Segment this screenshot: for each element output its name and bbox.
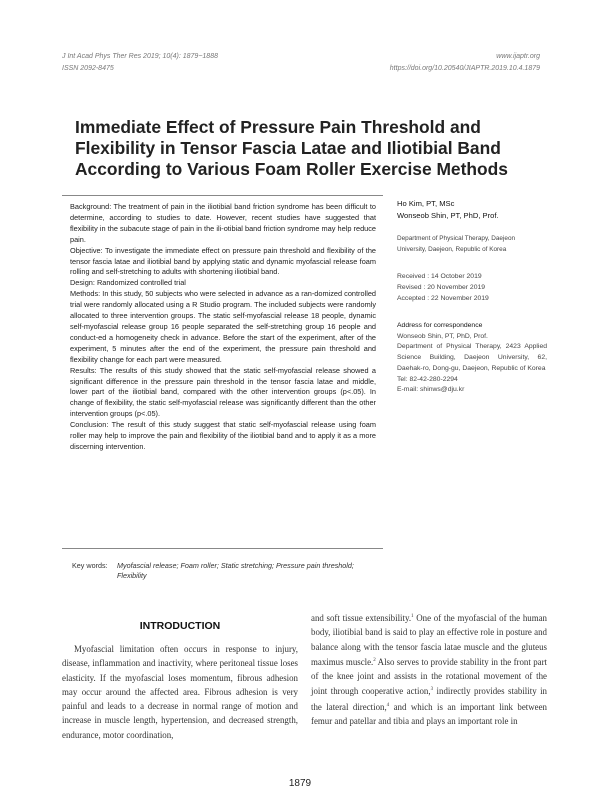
article-dates	[397, 271, 547, 305]
page-number: 1879	[288, 778, 312, 789]
correspondence-tel: Tel: 82-42-280-2294	[397, 375, 458, 383]
citation-4[interactable]: 4	[386, 702, 390, 708]
issn: ISSN 2092-8475	[62, 64, 114, 72]
accepted-date: Accepted : 22 November 2019	[397, 295, 489, 303]
intro-column-1	[62, 642, 298, 742]
intro-text-e: and which is an important link between femur and patellar and tibia and plays an important role in	[311, 701, 547, 726]
website-link[interactable]: www.ijaptr.org	[496, 53, 540, 60]
paper-title: Immediate Effect of Pressure Pain Threshold and Flexibility in Tensor Fascia Latae and Iliotibial Band According to Various Foam Roller Exercise Methods	[75, 117, 508, 179]
author-list	[397, 198, 547, 221]
intro-paragraph-1: Myofascial limitation often occurs in response to injury, disease, inflammation and inactivity, where peritoneal tissue loses elasticity. If the myofascial loses momentum, fibrous adhesion may occur around the affected area. Fibrous adhesion is very painful and leads to a decrease in normal range of motion and increase in muscle length, hypertension, and decreased strength, endurance, motor coordination,	[62, 644, 298, 740]
abstract-results: Results: The results of this study showed that the static self-myofascial release showed a significant difference in the pressure pain threshold in the tensor fascia latae and middle, lower part of the iliotibial band, compared with the other intervention groups (p<.05). In change of flexibility, the static self-myofascial release was significantly different than the other intervention groups (p<.05).	[70, 365, 376, 419]
abstract-conclusion: Conclusion: The result of this study suggest that static self-myofascial release using foam roller may help to improve the pain and flexibility of the iliotibial band and to apply it as a more discerning intervention.	[70, 420, 376, 451]
intro-text-b: One of the myofascial of the human body, iliotibial band is said to play an effective role in posture and balance along with the tensor fascia latae muscle and the gluteus maximus muscle.	[311, 612, 547, 667]
citation-2[interactable]: 2	[373, 657, 376, 663]
correspondence-name: Wonseob Shin, PT, PhD, Prof.	[397, 332, 488, 340]
abstract-methods: Methods: In this study, 50 subjects who were selected in advance as a ran-domized controlled trial were randomly allocated using a R Studio program. The included subjects were randomly allocated to three intervention groups. The static self-myofascial release 18 people, dynamic self-myofascial release group 16 people separated the self-stretching group 16 people and conduct-ed a homogeneity check in advance. Before the start of the experiment, after of the experiment, 5 minutes after the end of the experiment, the pressure pain threshold and flexibility change for each part were measured.	[70, 289, 376, 364]
correspondence-email[interactable]: E-mail: shinws@dju.kr	[397, 386, 465, 394]
journal-header	[62, 51, 218, 74]
citation-1[interactable]: 1	[411, 614, 414, 619]
abstract-design: Design: Randomized controlled trial	[70, 278, 186, 288]
intro-text-c: Also serves to provide stability in the front part of the knee joint and assists in the rotational movement of the joint through cooperative action,	[311, 656, 547, 697]
abstract-box	[62, 195, 383, 549]
intro-column-2	[311, 610, 547, 728]
citation-3[interactable]: 3	[430, 687, 434, 693]
journal-citation: J Int Acad Phys Ther Res 2019; 10(4): 1879~1888	[62, 53, 218, 60]
correspondence-address: Department of Physical Therapy, 2423 Applied Science Building, Daejeon University, 62, Daehak-ro, Dong-gu, Daejeon, Republic of Korea	[397, 343, 547, 372]
abstract-background: Background: The treatment of pain in the iliotibial band friction syndrome has been difficult to determine, according to studies to date. However, recent studies have suggested that flexibility in the subacute stage of pain in the ili-otibial band friction syndrome may help reduce pain.	[70, 202, 376, 244]
correspondence	[397, 321, 547, 396]
affiliation	[397, 234, 547, 255]
journal-links	[390, 51, 540, 74]
received-date: Received : 14 October 2019	[397, 273, 482, 280]
affiliation-line-2: University, Daejeon, Republic of Korea	[397, 245, 507, 253]
intro-text-a: and soft tissue extensibility.	[311, 612, 412, 623]
intro-text-d: indirectly provides stability in the lateral direction,	[311, 686, 547, 712]
doi-link[interactable]: https://doi.org/10.20540/JIAPTR.2019.10.4.1879	[389, 64, 540, 72]
affiliation-line-1: Department of Physical Therapy, Daejeon	[397, 235, 516, 242]
intro-paragraph-2	[311, 610, 547, 728]
keywords-label: Key words:	[72, 561, 108, 570]
abstract-text	[70, 202, 376, 453]
section-heading-introduction: INTRODUCTION	[139, 620, 221, 632]
correspondence-heading: Address for correspondence	[397, 322, 483, 329]
abstract-objective: Objective: To investigate the immediate effect on pressure pain threshold and flexibility of the tensor fascia latae and iliotibial band by applying static and dynamic myofascial release foam rolling and self-stretching to adults with shortening iliotibial band.	[70, 245, 376, 277]
keywords-value: Myofascial release; Foam roller; Static stretching; Pressure pain threshold; Flexibility	[117, 561, 354, 581]
revised-date: Revised : 20 November 2019	[397, 284, 486, 292]
author-1: Ho Kim, PT, MSc	[397, 199, 455, 208]
author-2: Wonseob Shin, PT, PhD, Prof.	[397, 210, 499, 220]
